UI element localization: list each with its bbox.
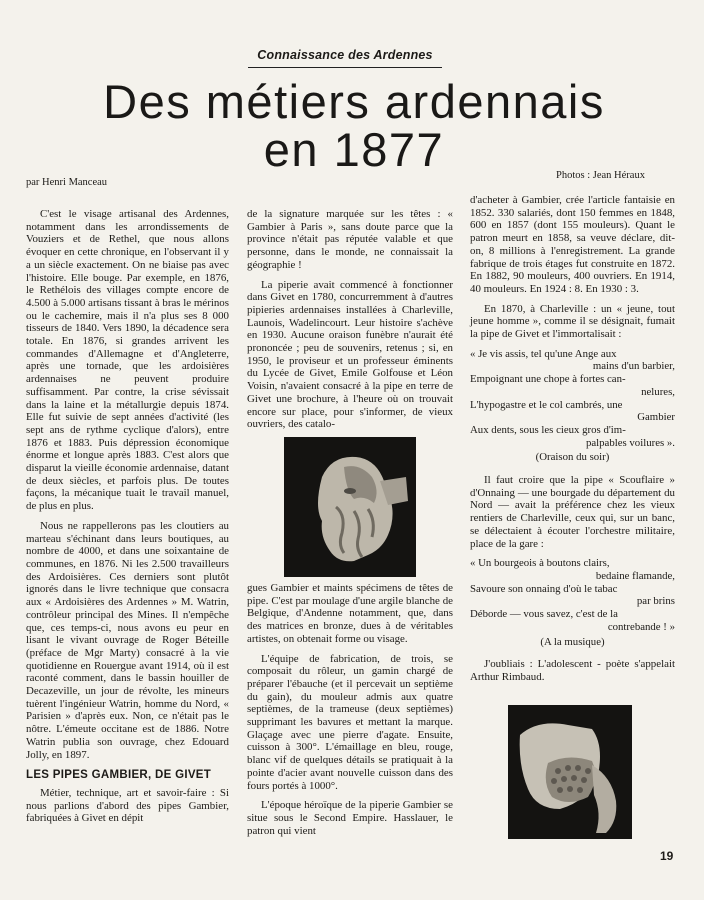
column-3 xyxy=(470,194,675,691)
poem-line: mains d'un barbier, xyxy=(592,360,675,373)
paragraph: L'époque héroïque de la piperie Gambier se situe sous le Second Empire. Hasslauer, le patron qui vient xyxy=(247,799,453,837)
pipe-head-bearded-man-photo xyxy=(284,437,416,577)
paragraph: L'équipe de fabrication, de trois, se composait du rôleur, un gamin chargé de préparer l'ébauche (et il percevait un septième du gain), du mouleur admis aux quatre septièmes, de la trameuse (deux septièmes) supprimant les bavures et mettant la marque. Glaçage avec une pierre d'agate. Ensuite, cuisson à 300°. L'émaillage en bleu, rouge, blanc vif de quelques détails se pratiquait à la pointe d'acier avant nouvelle cuisson dans des fours portés à 1000°. xyxy=(247,652,453,792)
poem-line: Gambier xyxy=(637,411,675,424)
photo-credit: Photos : Jean Héraux xyxy=(556,170,645,181)
paragraph: d'acheter à Gambier, crée l'article fantaisie en 1852. 330 salariés, dont 150 femmes en 1848, 600 en 1857 (dont 155 mouleurs). Quant le patron meurt en 1858, sa veuve déclare, dit-on, 8 millions à l'enregistrement. La grande fabrique de trois étages fut construite en 1872. En 1882, 90 mouleurs, 400 ouvriers. En 1914, 40 mouleurs. En 1924 : 8. En 1930 : 3. xyxy=(470,194,675,295)
paragraph: gues Gambier et maints spécimens de têtes de pipe. C'est par moulage d'une argile blanche de Belgique, d'Andenne notamment, que, dans des matrices en bronze, dues à de véritables artistes, on obtenait forme ou visage. xyxy=(247,582,453,645)
column-1 xyxy=(26,208,229,832)
column-2-bottom xyxy=(247,582,453,844)
poem-line: « Un bourgeois à boutons clairs, xyxy=(470,557,610,570)
paragraph: La piperie avait commencé à fonctionner dans Givet en 1780, concurremment à d'autres pipieries ardennaises installées à Charleville, Launois, Wadelincourt. Leur histoire s'achève en 1930. Aucune oraison funèbre n'aurait été prononcée ; peu de souvenirs, retenus ; si, en 1950, le proviseur et un professeur éminents du Lycée de Givet, Emile Golfouse et Léon Voisin, n'avaient consacré à la pipe en terre de Givet une brochure, à l'heure où on trouvait encore sur place, pour s'informer, de vieux ouvriers, des catalo- xyxy=(247,278,453,431)
paragraph: Métier, technique, art et savoir-faire : Si nous parlions d'abord des pipes Gambier, fabriquées à Givet en dépit xyxy=(26,786,229,825)
poem-line: Savoure son onnaing d'où le tabac xyxy=(470,582,618,595)
poem-oraison-du-soir xyxy=(470,348,675,464)
pipe-bowl-photo xyxy=(508,705,632,839)
page-number: 19 xyxy=(660,849,674,863)
paragraph: En 1870, à Charleville : un « jeune, tout jeune homme », comme il se désignait, fumait la pipe de Givet et l'immortalisait : xyxy=(470,302,675,341)
section-rubric: Connaissance des Ardennes xyxy=(257,48,433,62)
poem-line: contrebande ! » xyxy=(607,620,675,633)
paragraph: Nous ne rappellerons pas les cloutiers au marteau s'échinant dans leurs boutiques, au nombre de 4000, et dans une soixantaine de communes, en 1876. Ni les 2.500 travailleurs des Ardoisières. Ces derniers sont plutôt ignorés dans le livre technique que consacra aux « Ardoisières des Ardennes » M. Watrin, contrôleur principal des Mines. Il n'empêche que, ces temps-ci, nous avons eu peur en lisant le vivant ouvrage de Roger Béteille (préface de Mgr Marty) consacré à la vie quotidienne en Rouergue avant 1914, où il est raconté comment, dans le bassin houiller de Decazeville, un jour de révolte, les mineurs tuèrent l'ingénieur Watrin, homme du Nord, « Parisien » d'après eux. Non, ce n'était pas le nôtre. L'émeute occitane est de 1886. Notre Watrin publia son ouvrage, chez Edouard Jolly, en 1897. xyxy=(26,519,229,761)
poem-line: nelures, xyxy=(641,385,675,398)
column-2-top xyxy=(247,208,453,438)
carved-pipe-head-image xyxy=(284,437,416,577)
title-line-1: Des métiers ardennais xyxy=(103,75,605,128)
poem-line: « Je vis assis, tel qu'une Ange aux xyxy=(470,347,617,360)
paragraph: C'est le visage artisanal des Ardennes, notamment dans les arrondissements de Vouziers et de Rethel, que nous allons évoquer en cette chronique, en l'observant il y a un siècle exactement. On ne biaise pas avec l'histoire. Elle bouge. Par exemple, en 1876, le Rethélois des villages compte encore de 4.500 à 5.000 artisans tissant à bras le mérinos ou le cachemire, mais il n'a plus ses 8 000 tisseurs de 1840. Vers 1890, la décadence sera totale. En 1876, si grandes arrivent les commandes d'Allemagne et d'Angleterre, après une tornade, que les ardoisières ardennaises ne peuvent produire suffisamment. Par contre, la crise sévissait dans la laine et la métallurgie depuis 1874. Elle fut suivie de sept années d'activité (les sept ans de rythme cyclique d'alors), entre 1876 et 1883. Puis dépression économique énorme et longue après 1883. C'est alors que disparut la vieille économie ardennaise, datant de deux siècles, et parfois plus. De toutes façons, la mécanique tuait le travail manuel, de plus en plus. xyxy=(26,208,229,513)
poem-a-la-musique xyxy=(470,557,675,648)
paragraph: de la signature marquée sur les têtes : « Gambier à Paris », sans doute parce que la province n'était pas réputée valable et que personne, dans le monde, ne connaissait la géographie ! xyxy=(247,208,453,271)
poem-line: L'hypogastre et le col cambrés, une xyxy=(470,398,623,411)
poem-line: bedaine flamande, xyxy=(595,569,675,582)
section-heading: LES PIPES GAMBIER, DE GIVET xyxy=(26,769,212,782)
poem-line: Déborde — vous savez, c'est de la xyxy=(470,608,618,621)
poem-line: Empoignant une chope à fortes can- xyxy=(470,373,626,386)
paragraph: Il faut croire que la pipe « Scouflaire » d'Onnaing — une bourgade du département du Nord — avait la préférence chez les vieux rentiers de Charleville, ceux qui, sur un banc, se délectaient à écouter l'orchestre militaire, place de la gare : xyxy=(470,474,675,550)
paragraph: J'oubliais : L'adolescent - poète s'appelait Arthur Rimbaud. xyxy=(470,658,675,683)
pipe-bowl-image xyxy=(508,705,632,839)
rubric-underline xyxy=(248,67,442,68)
title-line-2: en 1877 xyxy=(263,123,445,176)
poem-source: (A la musique) xyxy=(540,635,605,648)
poem-line: par brins xyxy=(636,595,675,608)
poem-line: Aux dents, sous les cieux gros d'im- xyxy=(470,423,626,436)
poem-line: palpables voilures ». xyxy=(585,436,675,449)
poem-source: (Oraison du soir) xyxy=(535,451,610,464)
author-byline: par Henri Manceau xyxy=(26,177,108,188)
